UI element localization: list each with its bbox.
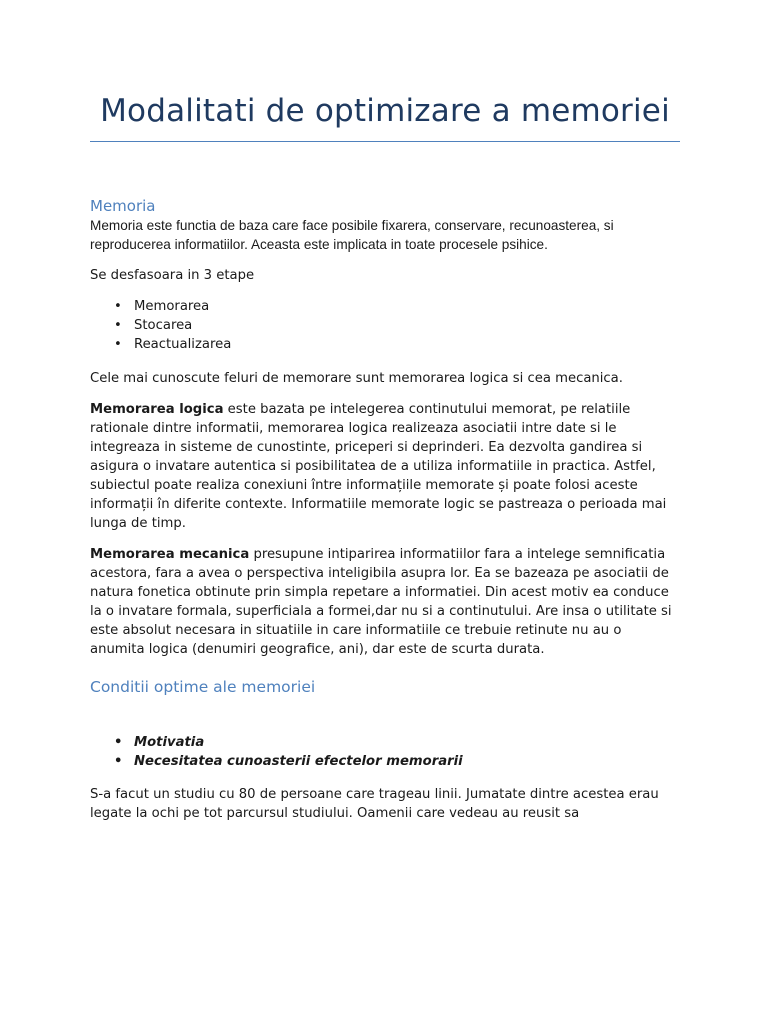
title-underline [90, 141, 680, 142]
list-item: • Motivatia [134, 733, 680, 752]
document-page [90, 0, 680, 823]
list-item: • Reactualizarea [134, 335, 680, 354]
paragraph-memorare-mecanica [90, 545, 680, 659]
paragraph-feluri: Cele mai cunoscute feluri de memorare sunt memorarea logica si cea mecanica. [90, 371, 623, 386]
term-memorare-logica: Memorarea logica [90, 402, 224, 417]
section-heading-conditii: Conditii optime ale memoriei [90, 678, 316, 696]
list-etape [90, 297, 680, 354]
paragraph-etape-intro: Se desfasoara in 3 etape [90, 268, 255, 283]
paragraph-memorare-logica [90, 400, 680, 533]
list-item: • Memorarea [134, 297, 680, 316]
paragraph-memoria-intro: Memoria este functia de baza care face posibile fixarera, conservare, recunoasterea, si reproducerea informatiilor. Aceasta este implicata in toate procesele psihice. [90, 218, 614, 252]
list-conditii [90, 733, 680, 771]
paragraph-studiu: S-a facut un studiu cu 80 de persoane care trageau linii. Jumatate dintre acestea erau legate la ochi pe tot parcursul studiului. Oamenii care vedeau au reusit sa [90, 787, 659, 821]
list-item: • Stocarea [134, 316, 680, 335]
text-memorare-logica: este bazata pe intelegerea continutului memorat, pe relatiile rationale dintre informatii, memorarea logica realizeaza asociatii intre date si le integreaza in sisteme de cunostinte, priceperi si deprinderi. Ea dezvolta gandirea si asigura o invatare autentica si posibilitatea de a utiliza informatiile in practica. Astfel, subiectul poate realiza conexiuni între informațiile memorate și poate folosi aceste informații în diferite contexte. Informatiile memorate logic se pastreaza o perioada mai lunga de timp. [90, 402, 667, 531]
term-memorare-mecanica: Memorarea mecanica [90, 547, 250, 562]
text-memorare-mecanica: presupune intiparirea informatiilor fara a intelege semnificatia acestora, fara a avea o perspectiva inteligibila asupra lor. Ea se bazeaza pe asociatii de natura fonetica obtinute prin simpla repetare a informatiei. Din acest motiv ea conduce la o invatare formala, superficiala a formei,dar nu si a continutului. Are insa o utilitate si este absolut necesara in situatiile in care informatiile ce trebuie retinute nu au o anumita logica (denumiri geografice, ani), dar este de scurta durata. [90, 547, 672, 657]
page-title: Modalitati de optimizare a memoriei [100, 93, 670, 129]
list-item: • Necesitatea cunoasterii efectelor memorarii [134, 752, 680, 771]
section-heading-memoria: Memoria [90, 197, 156, 215]
